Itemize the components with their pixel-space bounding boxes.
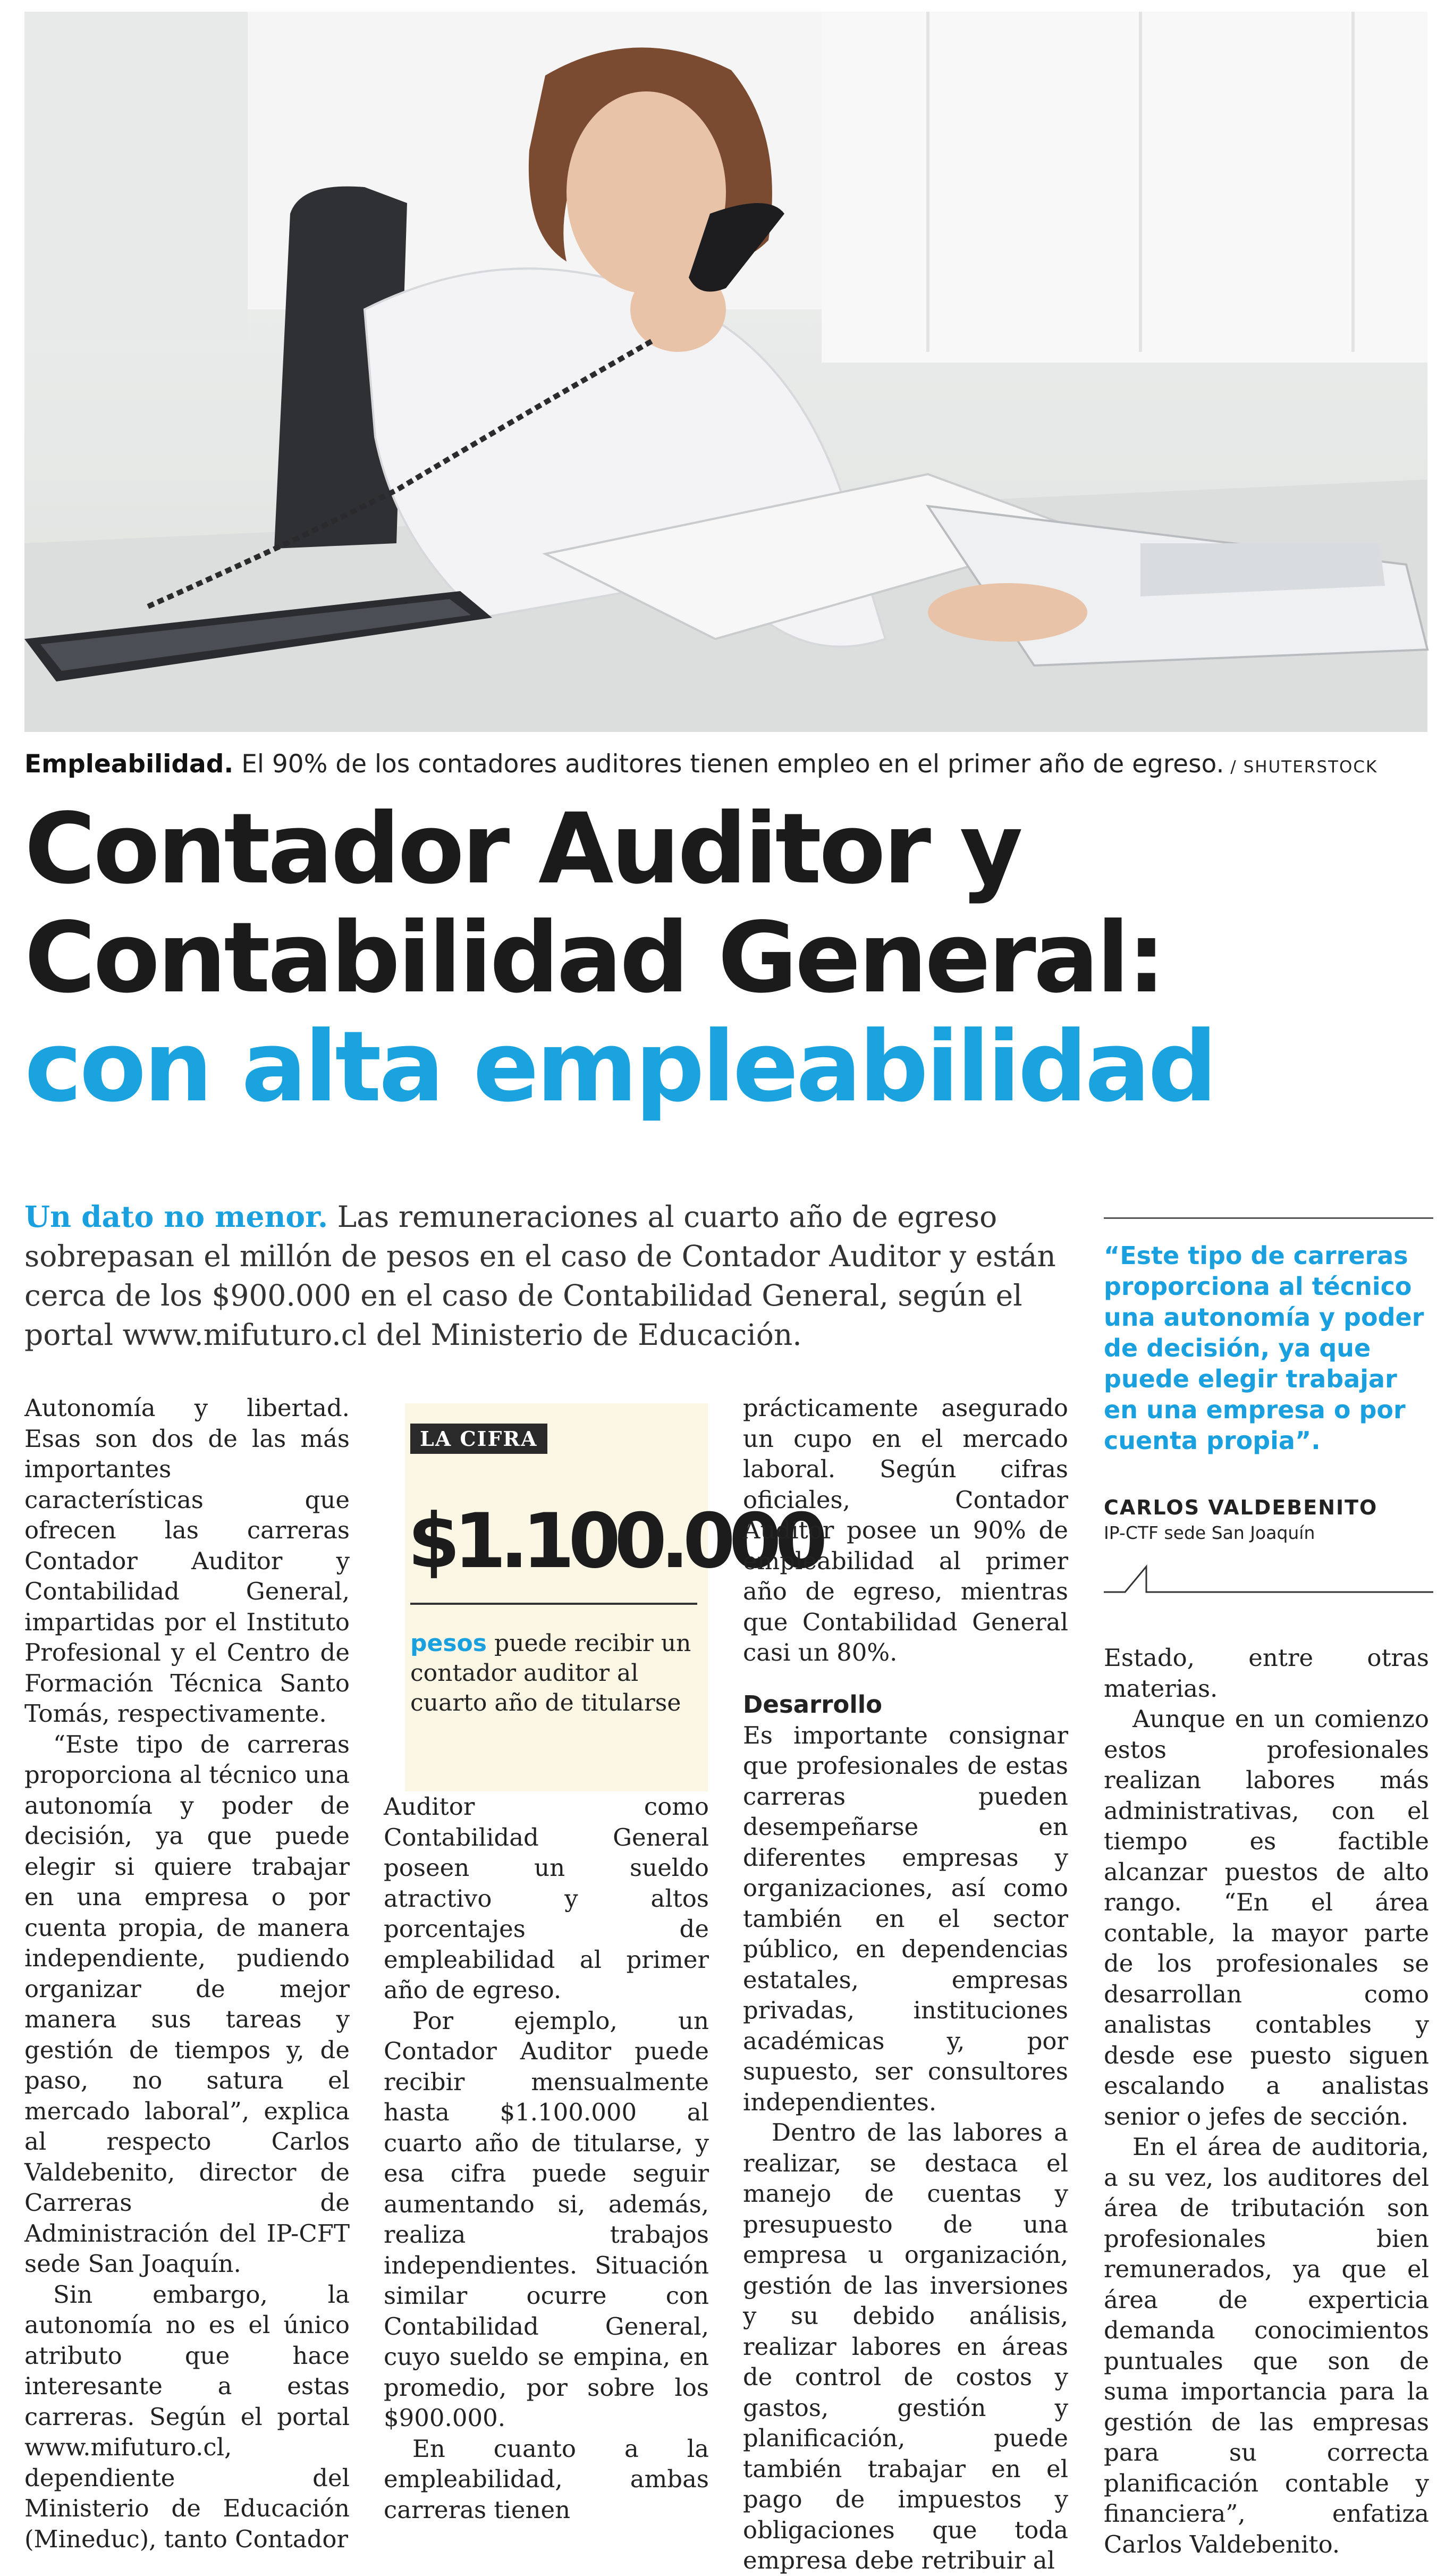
article-column-2 [384,1791,709,2524]
la-cifra-description [410,1629,708,1718]
article-column-4 [1104,1643,1429,2558]
la-cifra-unit: pesos [410,1630,487,1657]
caption-credit: / SHUTERSTOCK [1224,757,1378,777]
pull-quote-role: IP-CTF sede San Joaquín [1104,1522,1315,1543]
la-cifra-tag: LA CIFRA [410,1424,547,1454]
caption-text: El 90% de los contadores auditores tienen empleo en el primer año de egreso. [233,750,1224,779]
la-cifra-divider [410,1603,697,1605]
article-column-3 [743,1393,1068,2574]
pull-quote-text: “Este tipo de carreras proporciona al técnico una autonomía y poder de decisión, ya que puede elegir trabajar en una empresa o por cuenta propia”. [1104,1241,1424,1455]
headline [24,795,1438,1122]
col3-paragraph-3: Dentro de las labores a realizar, se destaca el manejo de cuentas y presupuesto de una empresa u organización, gestión de las inversiones y su debido análisis, realizar labores en áreas de control de costos y gastos, gestión y planificación, puede también trabajar en el pago de impuestos y obligaciones que toda empresa debe retribuir al [743,2118,1068,2574]
la-cifra-desc-text: puede recibir un contador auditor al cuarto año de titularse [410,1630,691,1716]
deck-text: Las remuneraciones al cuarto año de egreso sobrepasan el millón de pesos en el caso de Contador Auditor y están cerca de los $900.000 en el caso de Contabilidad General, según el portal www.mifuturo.cl del Ministerio de Educación. [24,1200,1056,1352]
col3-subhead: Desarrollo [743,1690,883,1719]
col4-paragraph-3: En el área de auditoria, a su vez, los auditores del área de tributación son profesionales bien remunerados, ya que el área de experticia demanda conocimientos puntuales que son de suma importancia para la gestión de las empresas para su correcta planificación contable y financiera”, enfatiza Carlos Valdebenito. [1104,2133,1429,2558]
col1-paragraph-2: “Este tipo de carreras proporciona al técnico una autonomía y poder de decisión, ya que puede elegir si quiere trabajar en una empresa o por cuenta propia, de manera independiente, pudiendo organizar de mejor manera sus tareas y gestión de tiempos y, de paso, no satura el mercado laboral”, explica al respecto Carlos Valdebenito, director de Carreras de Administración del IP-CFT sede San Joaquín. [24,1730,350,2278]
pull-quote-bracket-line [1104,1559,1433,1596]
office-photo-illustration [24,12,1427,732]
col2-paragraph-3: En cuanto a la empleabilidad, ambas carreras tienen [384,2434,709,2524]
deck [24,1197,1082,1354]
col3-paragraph-1: prácticamente asegurado un cupo en el mercado laboral. Según cifras oficiales, Contador Auditor posee un 90% de empleabilidad al primer año de egreso, mientras que Contabilidad General casi un 80%. [743,1394,1068,1666]
pull-quote [1104,1217,1433,1596]
col2-paragraph-1: Auditor como Contabilidad General poseen un sueldo atractivo y altos porcentajes de empleabilidad al primer año de egreso. [384,1792,709,2004]
headline-line-2: Contabilidad General: [24,902,1164,1015]
article-column-1 [24,1393,350,2553]
col2-paragraph-2: Por ejemplo, un Contador Auditor puede recibir mensualmente hasta $1.100.000 al cuarto año de titularse, y esa cifra puede seguir aumentando si, además, realiza trabajos independientes. Situación similar ocurre con Contabilidad General, cuyo sueldo se empina, en promedio, por sobre los $900.000. [384,2006,709,2432]
headline-line-3: con alta empleabilidad [24,1011,1215,1124]
pull-quote-rule [1104,1217,1433,1219]
caption-lead: Empleabilidad. [24,750,234,779]
photo-caption [24,748,1427,783]
col3-paragraph-2: Es importante consignar que profesionales de estas carreras pueden desempeñarse en diferentes empresas y organizaciones, así como también en el sector público, en dependencias estatales, empresas privadas, instituciones académicas y, por supuesto, ser consultores independientes. [743,1721,1068,2116]
col4-paragraph-1: Estado, entre otras materias. [1104,1644,1429,1703]
article-photo [24,12,1427,732]
col1-paragraph-1: Autonomía y libertad. Esas son dos de las más importantes características que ofrecen las carreras Contador Auditor y Contabilidad General, impartidas por el Instituto Profesional y el Centro de Formación Técnica Santo Tomás, respectivamente. [24,1394,350,1728]
la-cifra-amount: $1.100.000 [408,1497,822,1585]
col1-paragraph-3: Sin embargo, la autonomía no es el único atributo que hace interesante a estas carreras. Según el portal www.mifuturo.cl, dependiente del Ministerio de Educación (Mineduc), tanto Contador [24,2280,350,2553]
deck-lead: Un dato no menor. [24,1199,328,1234]
headline-line-1: Contador Auditor y [24,793,1021,906]
pull-quote-name: CARLOS VALDEBENITO [1104,1496,1378,1519]
col4-paragraph-2: Aunque en un comienzo estos profesionales realizan labores más administrativas, con el tiempo es factible alcanzar puestos de alto rango. “En el área contable, la mayor parte de los profesionales se desarrollan como analistas contables y desde ese puesto siguen escalando a analistas senior o jefes de sección. [1104,1705,1429,2131]
